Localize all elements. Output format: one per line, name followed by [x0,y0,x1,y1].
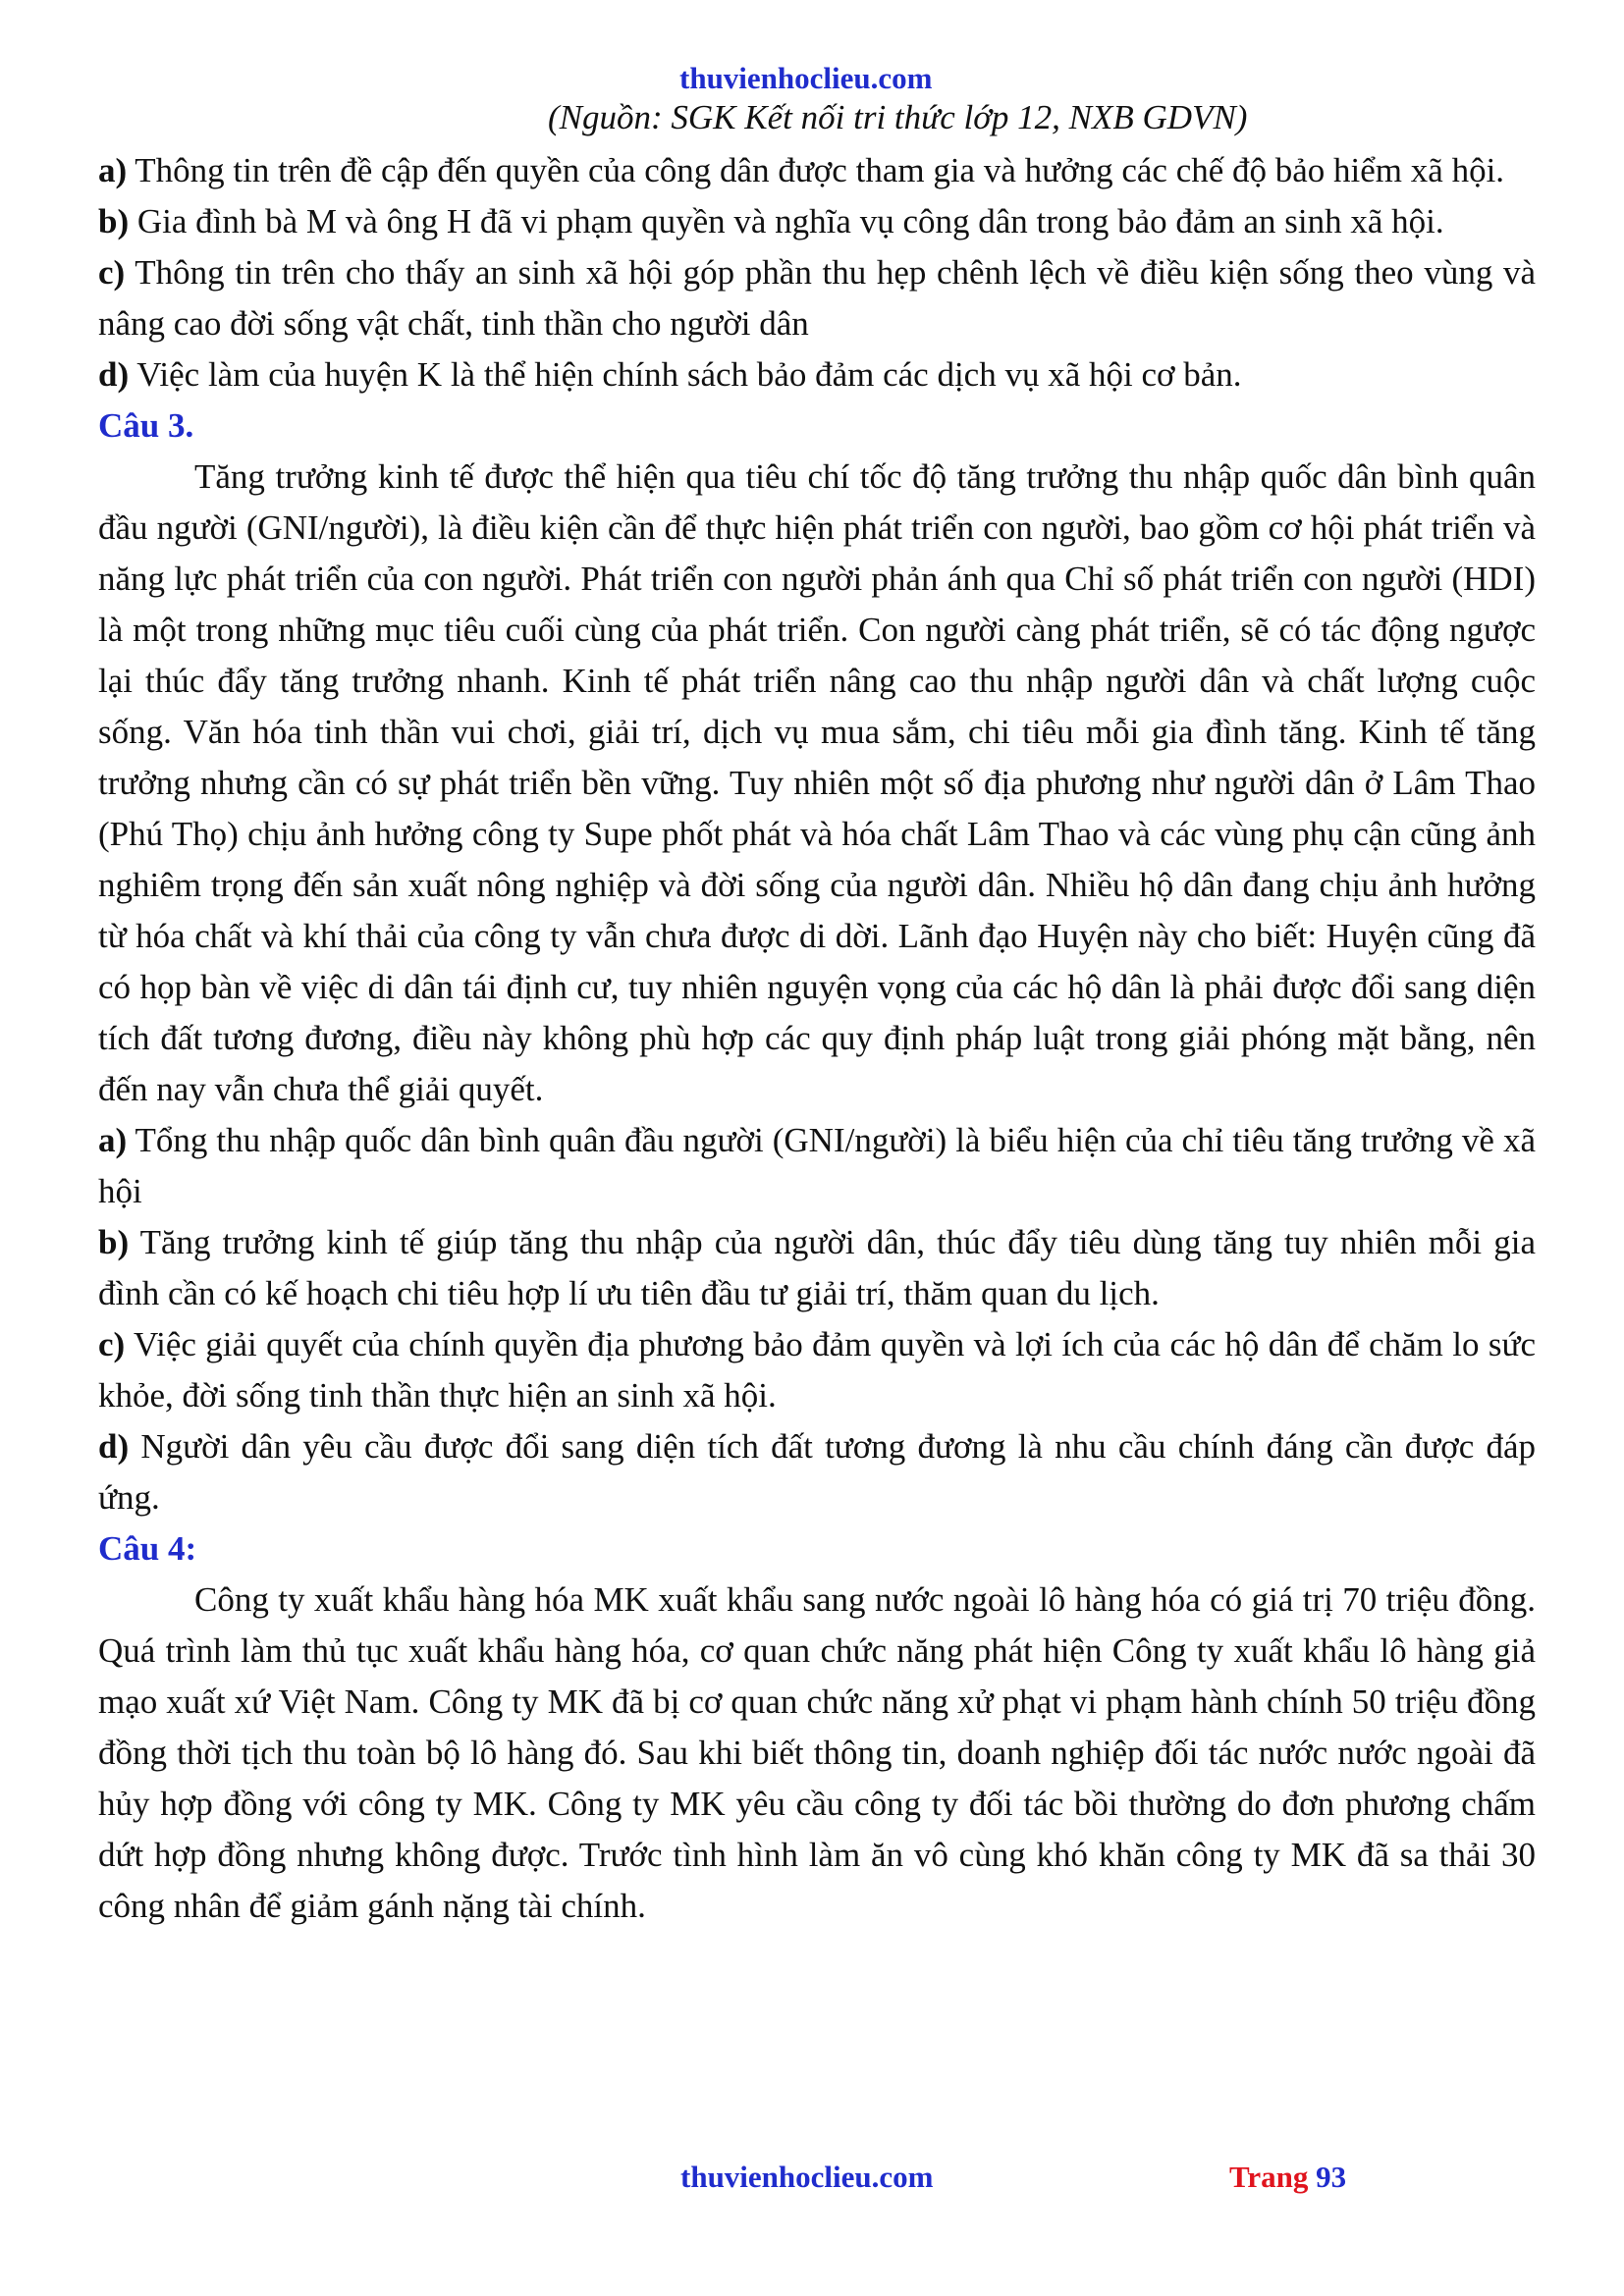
option-text: Người dân yêu cầu được đổi sang diện tích đất tương đương là nhu cầu chính đáng cần được đáp ứng. [98,1427,1536,1517]
source-citation: (Nguồn: SGK Kết nối tri thức lớp 12, NXB GDVN) [548,98,1248,136]
option-text: Tổng thu nhập quốc dân bình quân đầu người (GNI/người) là biểu hiện của chỉ tiêu tăng trưởng về xã hội [98,1121,1536,1210]
option-letter: a) [98,1121,128,1159]
question-3-heading: Câu 3. [98,406,194,445]
page-label: Trang [1229,2160,1309,2194]
footer-site-name: thuvienhoclieu.com [680,2160,934,2194]
option-letter: b) [98,1223,130,1261]
q3-option-a [98,1115,1536,1217]
option-text: Tăng trưởng kinh tế giúp tăng thu nhập của người dân, thúc đẩy tiêu dùng tăng tuy nhiên mỗi gia đình cần có kế hoạch chi tiêu hợp lí ưu tiên đầu tư giải trí, thăm quan du lịch. [98,1223,1536,1312]
q3-option-c [98,1319,1536,1421]
q2-option-a [98,145,1536,196]
option-text: Việc làm của huyện K là thể hiện chính sách bảo đảm các dịch vụ xã hội cơ bản. [129,355,1242,394]
q3-option-d [98,1421,1536,1523]
option-letter: a) [98,151,128,189]
option-text: Việc giải quyết của chính quyền địa phương bảo đảm quyền và lợi ích của các hộ dân để chăm lo sức khỏe, đời sống tinh thần thực hiện an sinh xã hội. [98,1325,1536,1415]
q2-option-b [98,196,1536,247]
option-text: Thông tin trên đề cập đến quyền của công dân được tham gia và hưởng các chế độ bảo hiểm xã hội. [127,151,1505,189]
question-4-heading: Câu 4: [98,1529,197,1568]
document-body [98,145,1536,1932]
q3-option-b [98,1217,1536,1319]
q2-option-c [98,247,1536,349]
header-site-name: thuvienhoclieu.com [679,61,933,95]
option-letter: d) [98,1427,130,1466]
option-letter: c) [98,1325,126,1363]
option-letter: b) [98,202,130,240]
option-letter: c) [98,253,126,292]
page-number-value: 93 [1316,2160,1347,2194]
question-3-passage: Tăng trưởng kinh tế được thể hiện qua tiêu chí tốc độ tăng trưởng thu nhập quốc dân bình quân đầu người (GNI/người), là điều kiện cần để thực hiện phát triển con người, bao gồm cơ hội phát triển và năng lực phát triển của con người. Phát triển con người phản ánh qua Chỉ số phát triển con người (HDI) là một trong những mục tiêu cuối cùng của phát triển. Con người càng phát triển, sẽ có tác động ngược lại thúc đẩy tăng trưởng nhanh. Kinh tế phát triển nâng cao thu nhập người dân và chất lượng cuộc sống. Văn hóa tinh thần vui chơi, giải trí, dịch vụ mua sắm, chi tiêu mỗi gia đình tăng. Kinh tế tăng trưởng nhưng cần có sự phát triển bền vững. Tuy nhiên một số địa phương như người dân ở Lâm Thao (Phú Thọ) chịu ảnh hưởng công ty Supe phốt phát và hóa chất Lâm Thao và các vùng phụ cận cũng ảnh nghiêm trọng đến sản xuất nông nghiệp và đời sống của người dân. Nhiều hộ dân đang chịu ảnh hưởng từ hóa chất và khí thải của công ty vẫn chưa được di dời. Lãnh đạo Huyện này cho biết: Huyện cũng đã có họp bàn về việc di dân tái định cư, tuy nhiên nguyện vọng của các hộ dân là phải được đổi sang diện tích đất tương đương, điều này không phù hợp các quy định pháp luật trong giải phóng mặt bằng, nên đến nay vẫn chưa thể giải quyết. [98,457,1536,1108]
page-number [1229,2160,1346,2195]
question-4-passage: Công ty xuất khẩu hàng hóa MK xuất khẩu sang nước ngoài lô hàng hóa có giá trị 70 triệu đồng. Quá trình làm thủ tục xuất khẩu hàng hóa, cơ quan chức năng phát hiện Công ty xuất khẩu lô hàng giả mạo xuất xứ Việt Nam. Công ty MK đã bị cơ quan chức năng xử phạt vi phạm hành chính 50 triệu đồng đồng thời tịch thu toàn bộ lô hàng đó. Sau khi biết thông tin, doanh nghiệp đối tác nước nước ngoài đã hủy hợp đồng với công ty MK. Công ty MK yêu cầu công ty đối tác bồi thường do đơn phương chấm dứt hợp đồng nhưng không được. Trước tình hình làm ăn vô cùng khó khăn công ty MK đã sa thải 30 công nhân để giảm gánh nặng tài chính. [98,1580,1536,1925]
option-text: Thông tin trên cho thấy an sinh xã hội góp phần thu hẹp chênh lệch về điều kiện sống theo vùng và nâng cao đời sống vật chất, tinh thần cho người dân [98,253,1536,343]
option-letter: d) [98,355,130,394]
q2-option-d [98,349,1536,400]
option-text: Gia đình bà M và ông H đã vi phạm quyền và nghĩa vụ công dân trong bảo đảm an sinh xã hội. [129,202,1444,240]
